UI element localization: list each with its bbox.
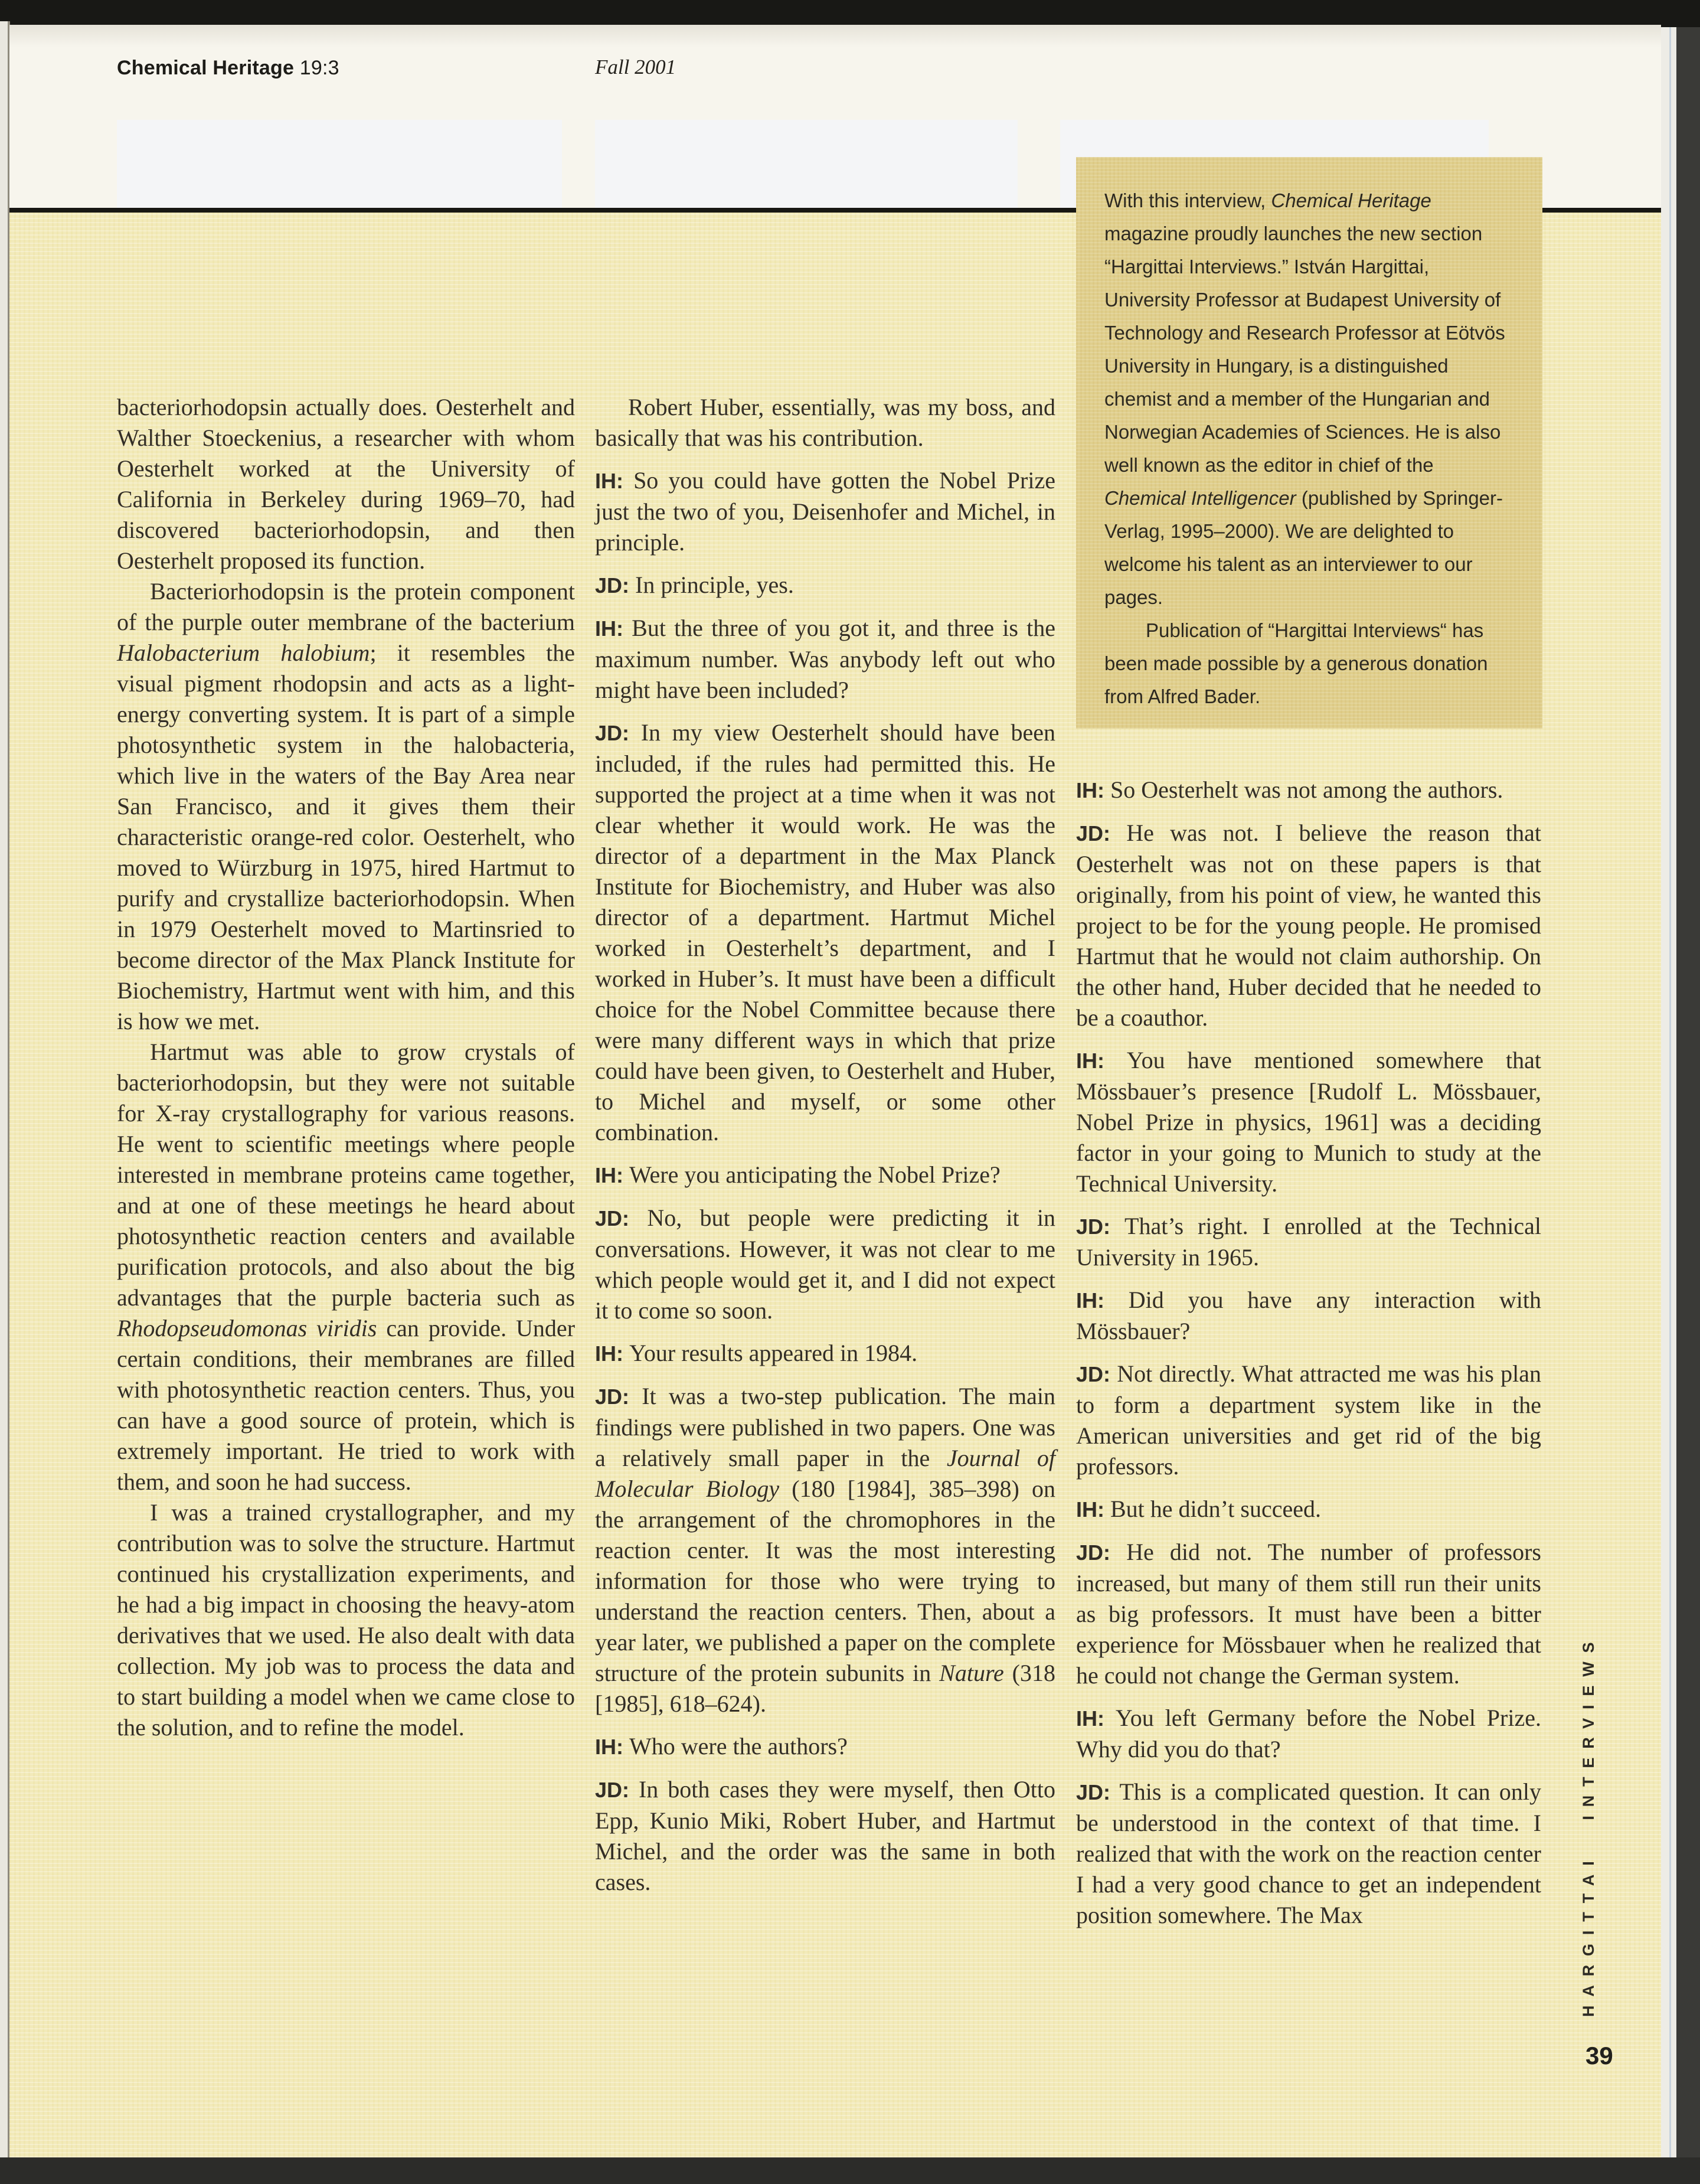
speaker-initials: IH: [1076,1497,1110,1522]
interview-paragraph [1076,1494,1541,1525]
italic-text-segment: Nature [939,1660,1004,1686]
body-paragraph [117,1037,575,1497]
magazine-name: Chemical Heritage [117,57,295,79]
interview-paragraph [1076,1211,1541,1273]
text-segment: Publication of “Hargittai Interviews“ has been made possible by a generous donation from Alfred Bader. [1104,619,1488,707]
text-segment: So you could have gotten the Nobel Prize just the two of you, Deisenhofer and Michel, in principle. [595,467,1055,556]
interview-paragraph [1076,1285,1541,1347]
text-segment: can provide. Under certain conditions, their membranes are filled with photosynthetic reaction centers. Thus, you can have a good source of protein, which is extremely important. He tried to work with them, and soon he had success. [117,1315,576,1495]
text-segment: I was a trained crystallographer, and my contribution was to solve the structure. Hartmut continued his crystallization experiments, and he had a big impact in choosing the heavy-atom derivatives that we used. He also dealt with data collection. My job was to process the data and to start building a model when we came close to the solution, and to refine the model. [117,1499,575,1741]
scan-bottom-dark-band [0,2157,1700,2184]
page-left-edge [0,21,8,2159]
text-segment: So Oesterhelt was not among the authors. [1110,776,1503,803]
interview-paragraph [595,613,1055,706]
body-paragraph [117,1497,575,1743]
intro-box-text [1104,184,1516,713]
speaker-initials: IH: [595,1163,629,1187]
scan-top-dark-band [0,0,1700,27]
italic-text-segment: Halobacterium halobium [117,639,370,666]
magazine-issue: 19:3 [299,57,339,79]
text-segment: Bacteriorhodopsin is the protein component of the purple outer membrane of the bacterium [117,578,575,635]
text-segment: You left Germany before the Nobel Prize. Why did you do that? [1076,1705,1541,1762]
speaker-initials: JD: [1076,1780,1120,1804]
body-paragraph [117,576,575,1037]
text-column-3 [1076,763,1541,1931]
speaker-initials: IH: [595,1735,629,1759]
body-paragraph [1104,184,1516,614]
issue-date: Fall 2001 [595,56,676,79]
interview-paragraph [595,1774,1055,1898]
interview-paragraph [1076,1537,1541,1691]
speaker-initials: IH: [595,469,634,493]
speaker-initials: IH: [595,616,632,641]
text-segment: But he didn’t succeed. [1110,1496,1321,1522]
text-segment: In both cases they were myself, then Otto Epp, Kunio Miki, Robert Huber, and Hartmut Michel, and the order was the same in both cases. [595,1776,1055,1895]
text-segment: This is a complicated question. It can only be understood in the context of that time. I realized that with the work on the reaction center I had a very good chance to get an independent position somewhere. The Max [1076,1778,1541,1928]
text-segment: With this interview, [1104,190,1271,211]
body-paragraph [117,392,575,576]
speaker-initials: JD: [1076,1362,1117,1386]
hargittai-interviews-intro-box [1076,157,1542,729]
interview-paragraph [1076,818,1541,1033]
italic-text-segment: Journal of Molecular Biology [595,1445,1056,1502]
page-number: 39 [1585,2042,1613,2069]
interview-paragraph [1076,1703,1541,1765]
interview-paragraph [595,570,1055,601]
body-paragraph [1104,614,1516,713]
text-segment: Were you anticipating the Nobel Prize? [629,1161,1001,1188]
speaker-initials: JD: [595,1385,642,1409]
text-segment: He was not. I believe the reason that Oesterhelt was not on these papers is that originally, from his point of view, he wanted this project to be for the young people. He promised Hartmut that he would not claim authorship. On the other hand, Huber decided that he needed to be a coauthor. [1076,820,1541,1031]
interview-paragraph [1076,1777,1541,1931]
interview-paragraph [595,1160,1055,1191]
interview-paragraph [1076,1359,1541,1482]
italic-text-segment: Rhodopseudomonas viridis [117,1315,377,1341]
text-column-2 [595,392,1055,1898]
text-segment: No, but people were predicting it in conversations. However, it was not clear to me which people would get it, and I did not expect it to come so soon. [595,1204,1056,1324]
speaker-initials: JD: [1076,821,1127,845]
interview-paragraph [595,1731,1055,1762]
text-segment: (180 [1984], 385–398) on the arrangement of the chromophores in the reaction center. It was the most interesting information for those who were trying to understand the reaction centers. Then, about a year later, we published a paper on the complete structure of the protein subunits in [595,1475,1055,1686]
text-segment: Robert Huber, essentially, was my boss, and basically that was his contribution. [595,394,1055,451]
body-paragraph [595,392,1055,453]
page-right-edge [1661,27,1676,2157]
ghost-image-placeholder [117,120,562,210]
speaker-initials: JD: [595,1778,639,1802]
text-segment: But the three of you got it, and three is the maximum number. Was anybody left out who might have been included? [595,615,1055,703]
magazine-title [117,57,339,80]
text-segment: ; it resembles the visual pigment rhodopsin and acts as a light-energy converting system. It is part of a simple photosynthetic system in the halobacteria, which live in the waters of the Bay Area near San Francisco, and it gives them their characteristic orange-red color. Oesterhelt, who moved to Würzburg in 1975, hired Hartmut to purify and crystallize bacteriorhodopsin. When in 1979 Oesterhelt moved to Martinsried to become director of the Max Planck Institute for Biochemistry, Hartmut went with him, and this is how we met. [117,639,575,1034]
speaker-initials: JD: [595,573,636,598]
speaker-initials: JD: [1076,1215,1125,1239]
interview-paragraph [595,1203,1055,1326]
text-segment: Your results appeared in 1984. [629,1340,918,1366]
text-segment: Did you have any interaction with Mössbauer? [1076,1287,1541,1344]
text-segment: You have mentioned somewhere that Mössbauer’s presence [Rudolf L. Mössbauer, Nobel Prize in physics, 1961] was a deciding factor in your going to Munich to study at the Technical University. [1076,1047,1541,1197]
text-segment: (published by Springer-Verlag, 1995–2000). We are delighted to welcome his talent as an interviewer to our pages. [1104,487,1503,608]
text-segment: (318 [1985], 618–624). [595,1660,1055,1717]
text-segment: bacteriorhodopsin actually does. Oesterhelt and Walther Stoeckenius, a researcher with whom Oesterhelt worked at the University of California in Berkeley during 1969–70, had discovered bacteriorhodopsin, and then Oesterhelt proposed its function. [117,394,575,574]
italic-text-segment: Chemical Intelligencer [1104,487,1296,509]
section-vertical-label: HARGITTAI INTERVIEWS [1580,1633,1597,2017]
interview-paragraph [1076,1045,1541,1199]
speaker-initials: IH: [1076,1288,1129,1313]
speaker-initials: IH: [595,1341,629,1366]
text-segment: Hartmut was able to grow crystals of bacteriorhodopsin, but they were not suitable for X-ray crystallography for various reasons. He went to scientific meetings where people interested in membrane proteins came together, and at one of these meetings he heard about photosynthetic reaction centers and available purification protocols, and also about the big advantages that the purple bacteria such as [117,1039,575,1311]
text-segment: It was a two-step publication. The main findings were published in two papers. One was a relatively small paper in the [595,1383,1055,1471]
text-segment: In my view Oesterhelt should have been included, if the rules had permitted this. He supported the project at a time when it was not clear whether it would work. He was the director of a department in the Max Planck Institute for Biochemistry, and Huber was also director of a department. Hartmut Michel worked in Oesterhelt’s department, and I worked in Huber’s. It must have been a difficult choice for the Nobel Committee because there were many different ways in which that prize could have been given, to Oesterhelt and Huber, to Michel and myself, or some other combination. [595,719,1055,1145]
speaker-initials: JD: [595,1206,648,1230]
page-right-edge-line [1669,27,1671,2157]
speaker-initials: JD: [595,721,641,745]
speaker-initials: JD: [1076,1540,1127,1565]
speaker-initials: IH: [1076,778,1110,802]
text-segment: He did not. The number of professors increased, but many of them still run their units as big professors. It must have been a bitter experience for Mössbauer when he realized that he could not change the German system. [1076,1539,1541,1689]
interview-paragraph [595,465,1055,558]
interview-paragraph [595,1381,1055,1719]
speaker-initials: IH: [1076,1049,1127,1073]
text-segment: magazine proudly launches the new section “Hargittai Interviews.” István Hargittai, University Professor at Budapest University of Technology and Research Professor at Eötvös University in Hungary, is a distinguished chemist and a member of the Hungarian and Norwegian Academies of Sciences. He is also well known as the editor in chief of the [1104,223,1505,476]
italic-text-segment: Chemical Heritage [1271,190,1431,211]
text-segment: Who were the authors? [629,1733,848,1759]
interview-paragraph [595,1338,1055,1369]
interview-paragraph [595,717,1055,1148]
interview-paragraph [1076,775,1541,806]
text-segment: In principle, yes. [635,572,794,598]
speaker-initials: IH: [1076,1706,1116,1731]
text-column-1 [117,392,575,1743]
ghost-image-placeholder [595,120,1018,210]
text-segment: That’s right. I enrolled at the Technical University in 1965. [1076,1213,1542,1271]
text-segment: Not directly. What attracted me was his plan to form a department system like in the American universities and get rid of the big professors. [1076,1360,1542,1480]
